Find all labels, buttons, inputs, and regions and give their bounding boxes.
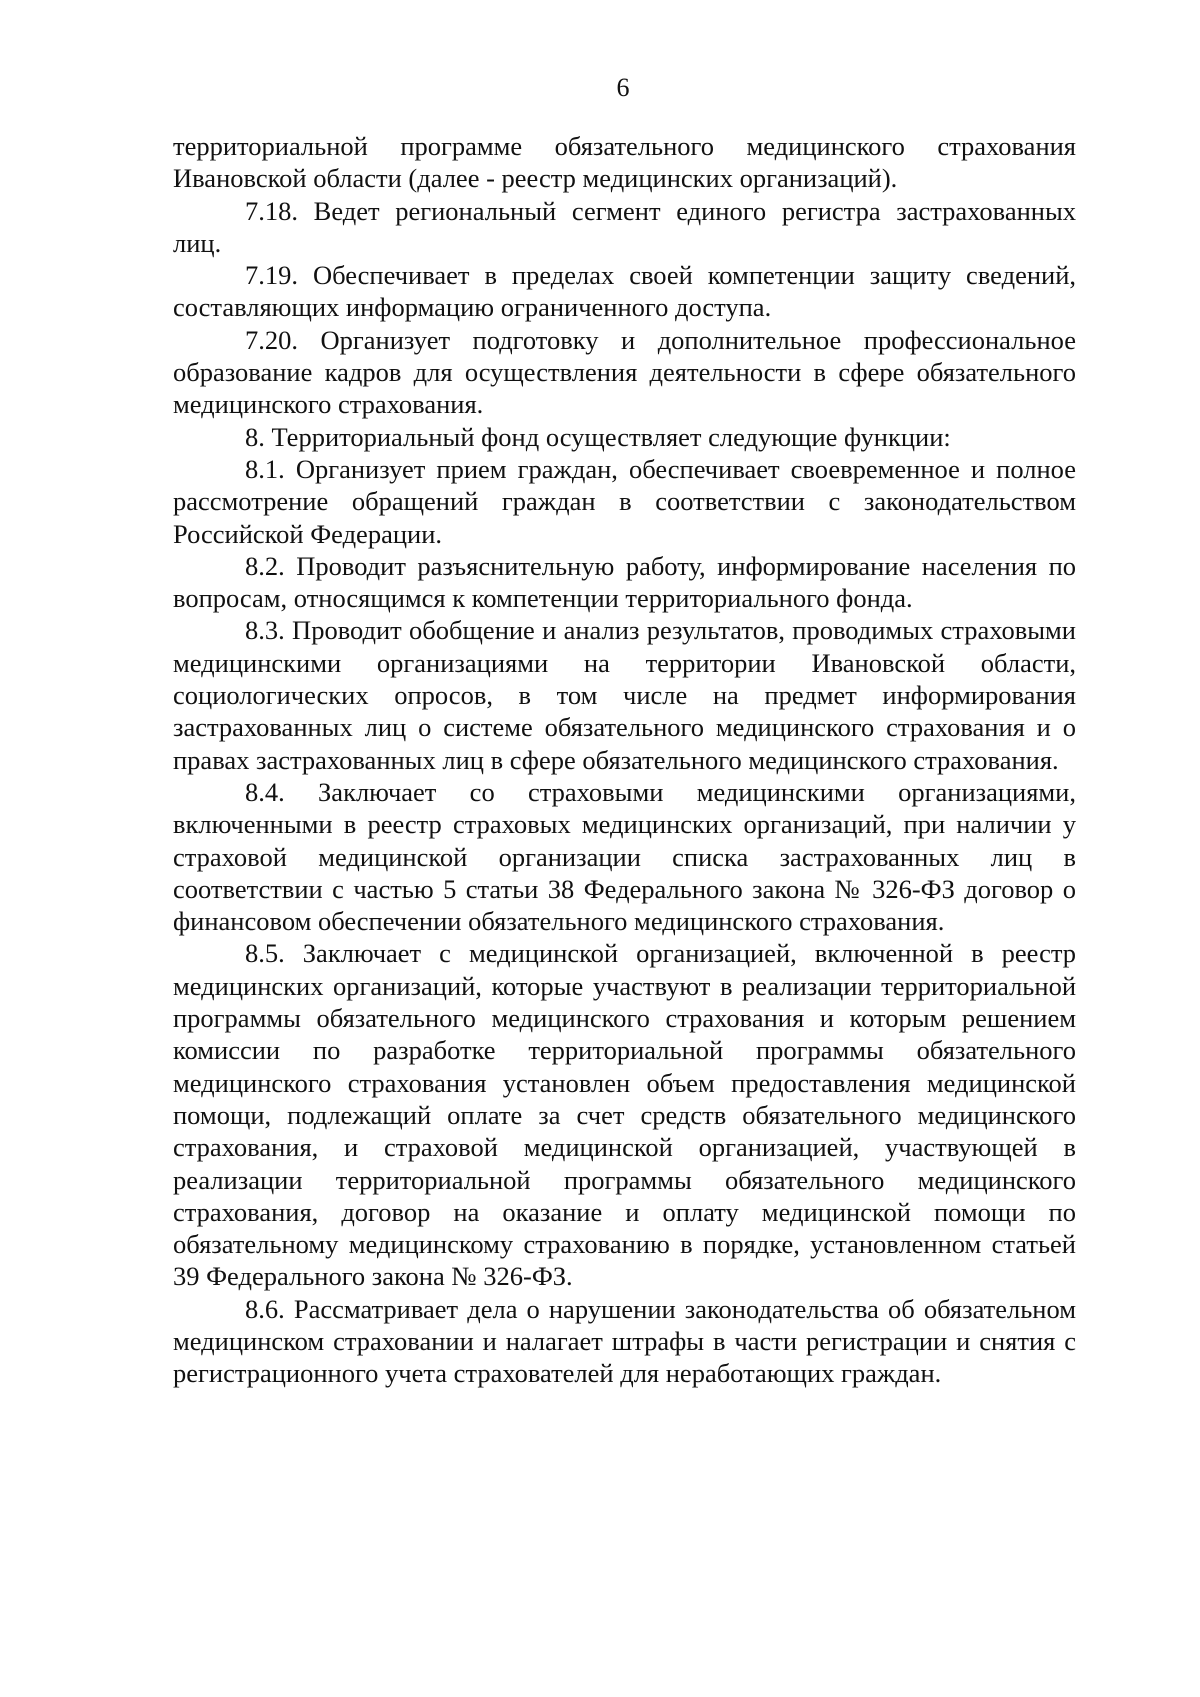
paragraph: 8.3. Проводит обобщение и анализ результатов, проводимых страховыми медицинскими организациями на территории Ивановской области, социологических опросов, в том числе на предмет информирования застрахованных лиц о системе обязательного медицинского страхования и о правах застрахованных лиц в сфере обязательного медицинского страхования.: [173, 615, 1076, 775]
paragraph: 7.18. Ведет региональный сегмент единого регистра застрахованных лиц.: [173, 195, 1076, 258]
paragraph: 8. Территориальный фонд осуществляет следующие функции:: [245, 421, 951, 452]
paragraph: 8.4. Заключает со страховыми медицинскими организациями, включенными в реестр страховых медицинских организаций, при наличии у страховой медицинской организации списка застрахованных лиц в соответствии с частью 5 статьи 38 Федерального закона № 326-ФЗ договор о финансовом обеспечении обязательного медицинского страхования.: [173, 776, 1076, 937]
document-body: [173, 130, 1076, 1390]
paragraph: 8.6. Рассматривает дела о нарушении законодательства об обязательном медицинском страховании и налагает штрафы в части регистрации и снятия с регистрационного учета страхователей для неработающих граждан.: [173, 1293, 1076, 1389]
paragraph: 7.20. Организует подготовку и дополнительное профессиональное образование кадров для осуществления деятельности в сфере обязательного медицинского страхования.: [173, 324, 1076, 420]
paragraph: территориальной программе обязательного медицинского страхования Ивановской области (далее - реестр медицинских организаций).: [173, 131, 1076, 194]
page-number: 6: [616, 73, 630, 102]
paragraph: 8.5. Заключает с медицинской организацией, включенной в реестр медицинских организаций, которые участвуют в реализации территориальной программы обязательного медицинского страхования и которым решением комиссии по разработке территориальной программы обязательного медицинского страхования установлен объем предоставления медицинской помощи, подлежащий оплате за счет средств обязательного медицинского страхования, и страховой медицинской организацией, участвующей в реализации территориальной программы обязательного медицинского страхования, договор на оказание и оплату медицинской помощи по обязательному медицинскому страхованию в порядке, установленном статьей 39 Федерального закона № 326-ФЗ.: [173, 938, 1076, 1292]
paragraph: 8.2. Проводит разъяснительную работу, информирование населения по вопросам, относящимся к компетенции территориального фонда.: [173, 550, 1076, 614]
paragraph: 8.1. Организует прием граждан, обеспечивает своевременное и полное рассмотрение обращений граждан в соответствии с законодательством Российской Федерации.: [173, 453, 1076, 549]
paragraph: 7.19. Обеспечивает в пределах своей компетенции защиту сведений, составляющих информацию ограниченного доступа.: [173, 260, 1076, 323]
